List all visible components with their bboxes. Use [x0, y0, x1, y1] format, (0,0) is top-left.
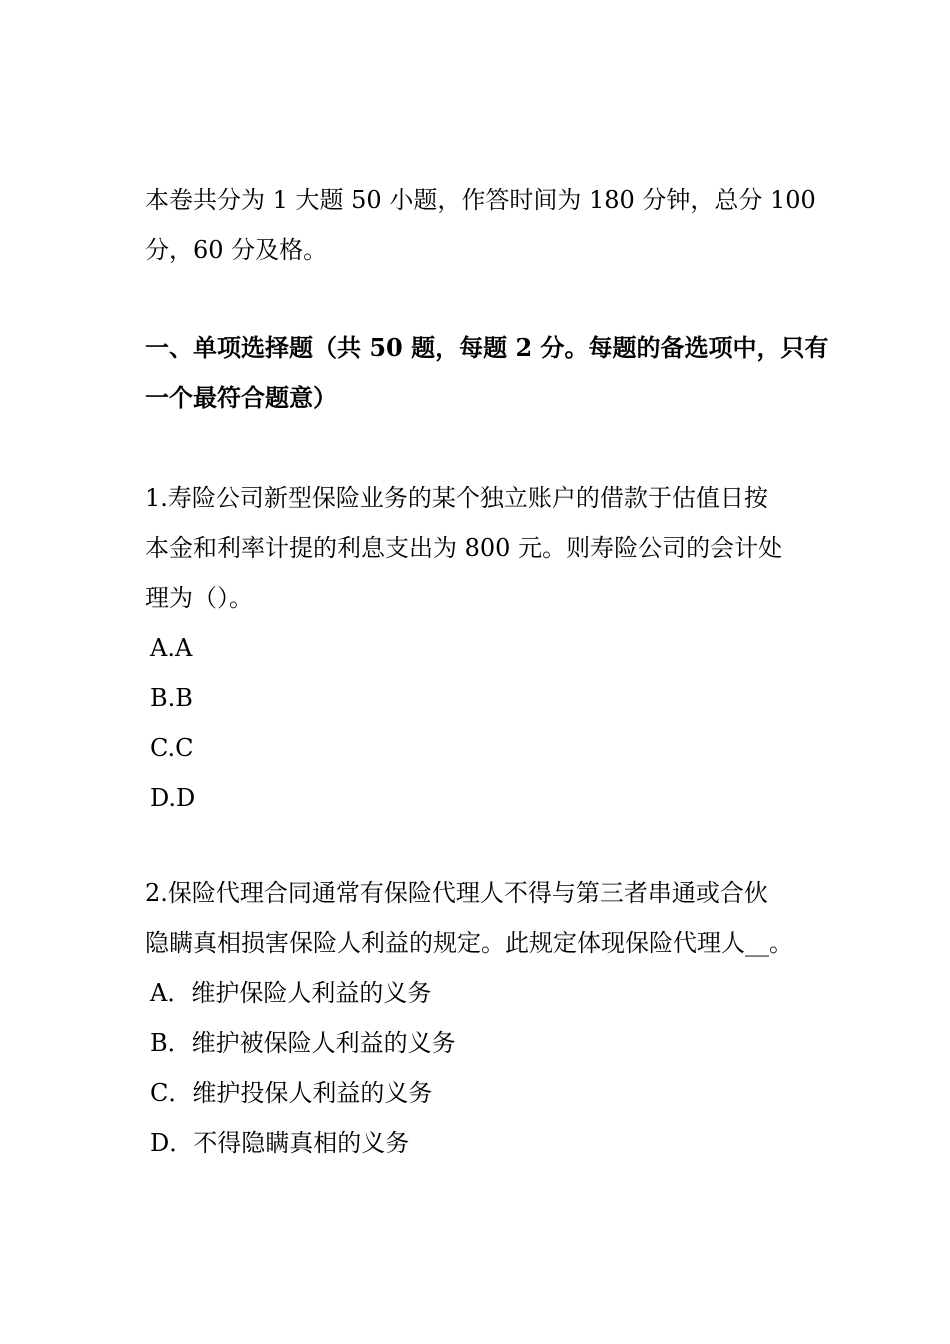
option-a: A.A	[150, 634, 193, 662]
option-b: B.B	[150, 684, 193, 712]
intro-line: 本卷共分为 1 大题 50 小题，作答时间为 180 分钟，总分 100	[145, 186, 816, 214]
option-d: D.D	[150, 784, 196, 812]
question-text-line: 理为（）。	[145, 584, 253, 612]
option-d: D．不得隐瞒真相的义务	[150, 1129, 410, 1157]
option-b: B．维护被保险人利益的义务	[150, 1029, 456, 1057]
question-2	[145, 868, 825, 1168]
exam-intro	[145, 175, 825, 275]
section-heading-line: 一、单项选择题（共 50 题，每题 2 分。每题的备选项中，只有	[145, 333, 829, 362]
intro-line: 分，60 分及格。	[145, 236, 328, 264]
section-heading-line: 一个最符合题意）	[145, 383, 337, 412]
section-heading	[145, 323, 829, 423]
option-a: A．维护保险人利益的义务	[150, 979, 432, 1007]
question-1	[145, 473, 825, 823]
question-text-line: 隐瞒真相损害保险人利益的规定。此规定体现保险代理人__。	[145, 929, 793, 957]
question-text-line: 1.寿险公司新型保险业务的某个独立账户的借款于估值日按	[145, 484, 768, 512]
option-c: C.C	[150, 734, 194, 762]
question-text-line: 2.保险代理合同通常有保险代理人不得与第三者串通或合伙	[145, 879, 768, 907]
option-c: C．维护投保人利益的义务	[150, 1079, 433, 1107]
question-text-line: 本金和利率计提的利息支出为 800 元。则寿险公司的会计处	[145, 534, 783, 562]
